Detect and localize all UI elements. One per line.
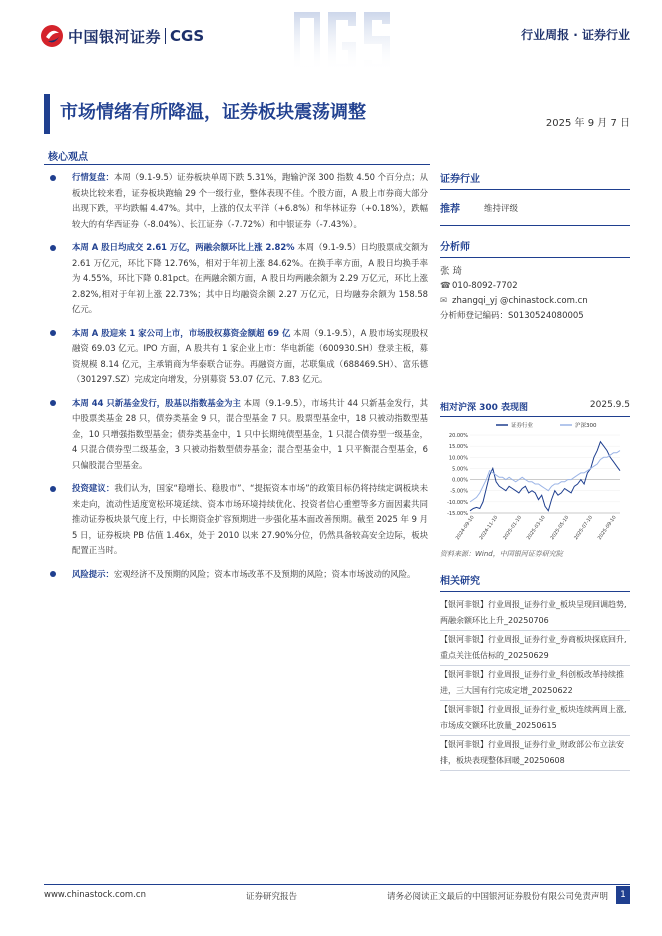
- bullet-dot-icon: [50, 330, 56, 336]
- rating-value: 维持评级: [484, 203, 519, 214]
- chart-y-tick-label: -15.00%: [447, 511, 468, 517]
- email-icon: ✉: [440, 296, 448, 306]
- bullet-lead: 投资建议：: [72, 483, 115, 493]
- bullet-lead: 风险提示：: [72, 568, 114, 579]
- bullet-text: 宏观经济不及预期的风险；资本市场改革不及预期的风险；资本市场波动的风险。: [113, 568, 416, 579]
- bullet-equity-financing: [44, 326, 428, 388]
- bullet-dot-icon: [50, 571, 56, 577]
- chart-y-tick-label: 10.00%: [448, 455, 468, 462]
- bullet-lead: 本周 A 股日均成交 2.61 万亿，两融余额环比上涨 2.82%: [72, 242, 295, 252]
- bullet-investment-advice: [44, 481, 428, 559]
- bullet-dot-icon: [50, 175, 56, 181]
- sidebar-divider: [440, 257, 630, 258]
- analyst-cert-number: 分析师登记编码：S0130524080005: [440, 311, 584, 321]
- chart-legend-label: 证券行业: [511, 423, 534, 429]
- bullet-risk-warning: [44, 567, 428, 583]
- chart-x-tick-label: 2025-01-10: [502, 515, 523, 541]
- chart-header: [440, 400, 630, 416]
- logo-chinese-name: 中国银河证券: [68, 27, 162, 46]
- footer-disclaimer: 请务必阅读正文最后的中国银河证券股份有限公司免责声明: [386, 892, 608, 902]
- industry-heading: 证券行业: [440, 174, 480, 185]
- chart-legend-label: 沪深300: [575, 423, 597, 429]
- report-category-tag: 行业周报 · 证券行业: [521, 28, 630, 42]
- bullet-text: 本周（9.1-9.5）证券板块单周下跌 5.31%，跑输沪深 300 指数 4.50 个百分点；从板块比较来看，证券板块跑输 29 个一级行业，整体表现不佳。个股方面，A 股上市券商大部分出现下跌，平均跌幅 4.47%。其中，上涨的仅太平洋（+6.8%）和华林证券（+0.18%），跌幅较大的有华西证券（-8.04%）、长江证券（-7.72%）和中银证券（-7.43%）。: [72, 172, 428, 229]
- related-item[interactable]: 【银河非银】行业周报_证券行业_板块呈现回调趋势,两融余额环比上升_20250706: [440, 596, 630, 631]
- analyst-email[interactable]: zhangqi_yj @chinastock.com.cn: [452, 296, 588, 306]
- chart-x-tick-label: 2025-05-10: [550, 515, 571, 541]
- core-views-divider: [44, 164, 430, 165]
- bullet-text: 本周（9.1-9.5），A 股市场实现股权融资 69.03 亿元。IPO 方面，A 股共有 1 家企业上市：华电新能（600930.SH）登录主板，募资规模 8.14 亿元，主承销商为华泰联合证券。再融资方面，芯联集成（688469.SH）、富乐德（301297.SZ）完成定向增发，分别募资 53.07 亿元、7.83 亿元。: [72, 327, 428, 384]
- chart-series-line: [470, 451, 620, 502]
- cgs-watermark-icon: [286, 6, 398, 78]
- related-research: [440, 572, 630, 771]
- chart-x-tick-label: 2025-07-10: [573, 515, 594, 541]
- bullet-new-funds: [44, 396, 428, 474]
- logo-separator: [165, 28, 166, 44]
- chart-y-tick-label: -5.00%: [450, 488, 468, 495]
- related-heading: 相关研究: [440, 576, 480, 587]
- core-views-label: 核心观点: [48, 152, 88, 163]
- bullet-text: 我们认为，国家“稳增长、稳股市”、“提振资本市场”的政策目标仍将持续定调板块未来走向，流动性适度宽松环境延续、资本市场环境持续优化、投资者信心重塑等多方面因素共同推动证券板块景气度上行，中长期资金扩容预期进一步强化基本面改善预期。截至 2025 年 9 月 5 日，证券板块 PB 估值 1.46x，处于 2010 以来 27.90%分位，仍然具备较高安全边际，板块配置正当时。: [72, 483, 429, 555]
- phone-icon: ☎: [440, 281, 451, 291]
- title-accent-bar: [44, 94, 50, 134]
- chart-x-tick-label: 2025-03-10: [526, 515, 547, 541]
- related-list: [440, 596, 630, 771]
- bullet-lead: 本周 A 股迎来 1 家公司上市，市场股权募资金额超 69 亿: [72, 327, 291, 338]
- bullet-text: 本周（9.1-9.5），市场共计 44 只新基金发行，其中股票类基金 28 只，债券类基金 9 只，混合型基金 7 只。股票型基金中，18 只被动指数型基金，10 只增强指数型基金；债券类基金中，1 只中长期纯债型基金，1 只混合债券型一级基金，4 只混合债券型二级基金，3 只被动指数型债券基金；混合型基金中，1 只平衡混合型基金，6 只偏股混合型基金。: [72, 397, 428, 470]
- chart-y-tick-label: 5.00%: [452, 466, 468, 473]
- analyst-heading: 分析师: [440, 242, 470, 253]
- footer-report-type: 证券研究报告: [246, 892, 298, 902]
- bullet-trading-volume: [44, 240, 428, 318]
- related-item[interactable]: 【银河非银】行业周报_证券行业_券商板块探底回升,重点关注低估标的_20250629: [440, 631, 630, 666]
- page-number: 1: [616, 886, 630, 904]
- chart-source: 资料来源：Wind，中国银河证券研究院: [440, 550, 563, 558]
- chart-x-tick-label: 2024-09-10: [455, 515, 476, 541]
- core-views-list: [44, 170, 428, 590]
- page-header: [0, 0, 662, 80]
- analyst-phone: 010-8092-7702: [452, 281, 518, 291]
- bullet-lead: 本周 44 只新基金发行，股基以指数基金为主: [72, 397, 241, 408]
- chart-series-line: [470, 442, 620, 511]
- chart-y-tick-label: 20.00%: [448, 433, 468, 439]
- analyst-email-row: [440, 294, 630, 309]
- related-item[interactable]: 【银河非银】行业周报_证券行业_科创板改革持续推进，三大国有行完成定增_20250622: [440, 666, 630, 701]
- report-title: 市场情绪有所降温，证券板块震荡调整: [60, 102, 366, 123]
- chart-y-tick-label: 0.00%: [452, 477, 468, 484]
- logo-english-name: CGS: [170, 27, 205, 45]
- footer-divider: [44, 884, 630, 885]
- bullet-market-review: [44, 170, 428, 232]
- sidebar: [440, 170, 630, 324]
- chart-y-tick-label: -10.00%: [447, 499, 468, 506]
- company-logo: [40, 24, 204, 48]
- bullet-dot-icon: [50, 486, 56, 492]
- analyst-phone-row: [440, 279, 630, 294]
- analyst-name: 张 琦: [440, 266, 463, 277]
- bullet-lead: 行情复盘：: [72, 172, 114, 182]
- bullet-dot-icon: [50, 245, 56, 251]
- chart-date: 2025.9.5: [589, 400, 630, 410]
- related-item[interactable]: 【银河非银】行业周报_证券行业_财政部公布立法安排，板块表现整体回暖_20250608: [440, 736, 630, 771]
- chart-x-tick-label: 2024-11-10: [479, 515, 500, 541]
- rating-row: [440, 200, 630, 215]
- bullet-dot-icon: [50, 400, 56, 406]
- sidebar-divider: [440, 225, 630, 226]
- rating-label: 推荐: [440, 204, 460, 215]
- sidebar-divider: [440, 591, 630, 592]
- bullet-text: 本周（9.1-9.5）日均股票成交额为 2.61 万亿元，环比下降 12.76%，相对于年初上涨 84.62%。在换手率方面，A 股日均换手率为 4.55%，环比下降 0.81pct。在两融余额方面，A 股日均两融余额为 2.29 万亿元，环比上涨 2.82%,相对于年初上涨 22.73%；其中日均融资余额 2.27 万亿元，日均融券余额为 158.58 亿元。: [72, 242, 428, 314]
- relative-performance-chart-block: [440, 400, 630, 559]
- footer-url[interactable]: www.chinastock.com.cn: [44, 890, 146, 900]
- report-date: 2025 年 9 月 7 日: [545, 118, 630, 129]
- related-item[interactable]: 【银河非银】行业周报_证券行业_板块连续两周上涨,市场成交额环比放量_20250615: [440, 701, 630, 736]
- chart-heading: 相对沪深 300 表现图: [440, 403, 529, 413]
- chart-y-tick-label: 15.00%: [448, 444, 468, 451]
- cgs-logo-icon: [40, 24, 64, 48]
- relative-performance-chart: [440, 417, 630, 543]
- sidebar-divider: [440, 189, 630, 190]
- chart-x-tick-label: 2025-09-10: [597, 515, 618, 541]
